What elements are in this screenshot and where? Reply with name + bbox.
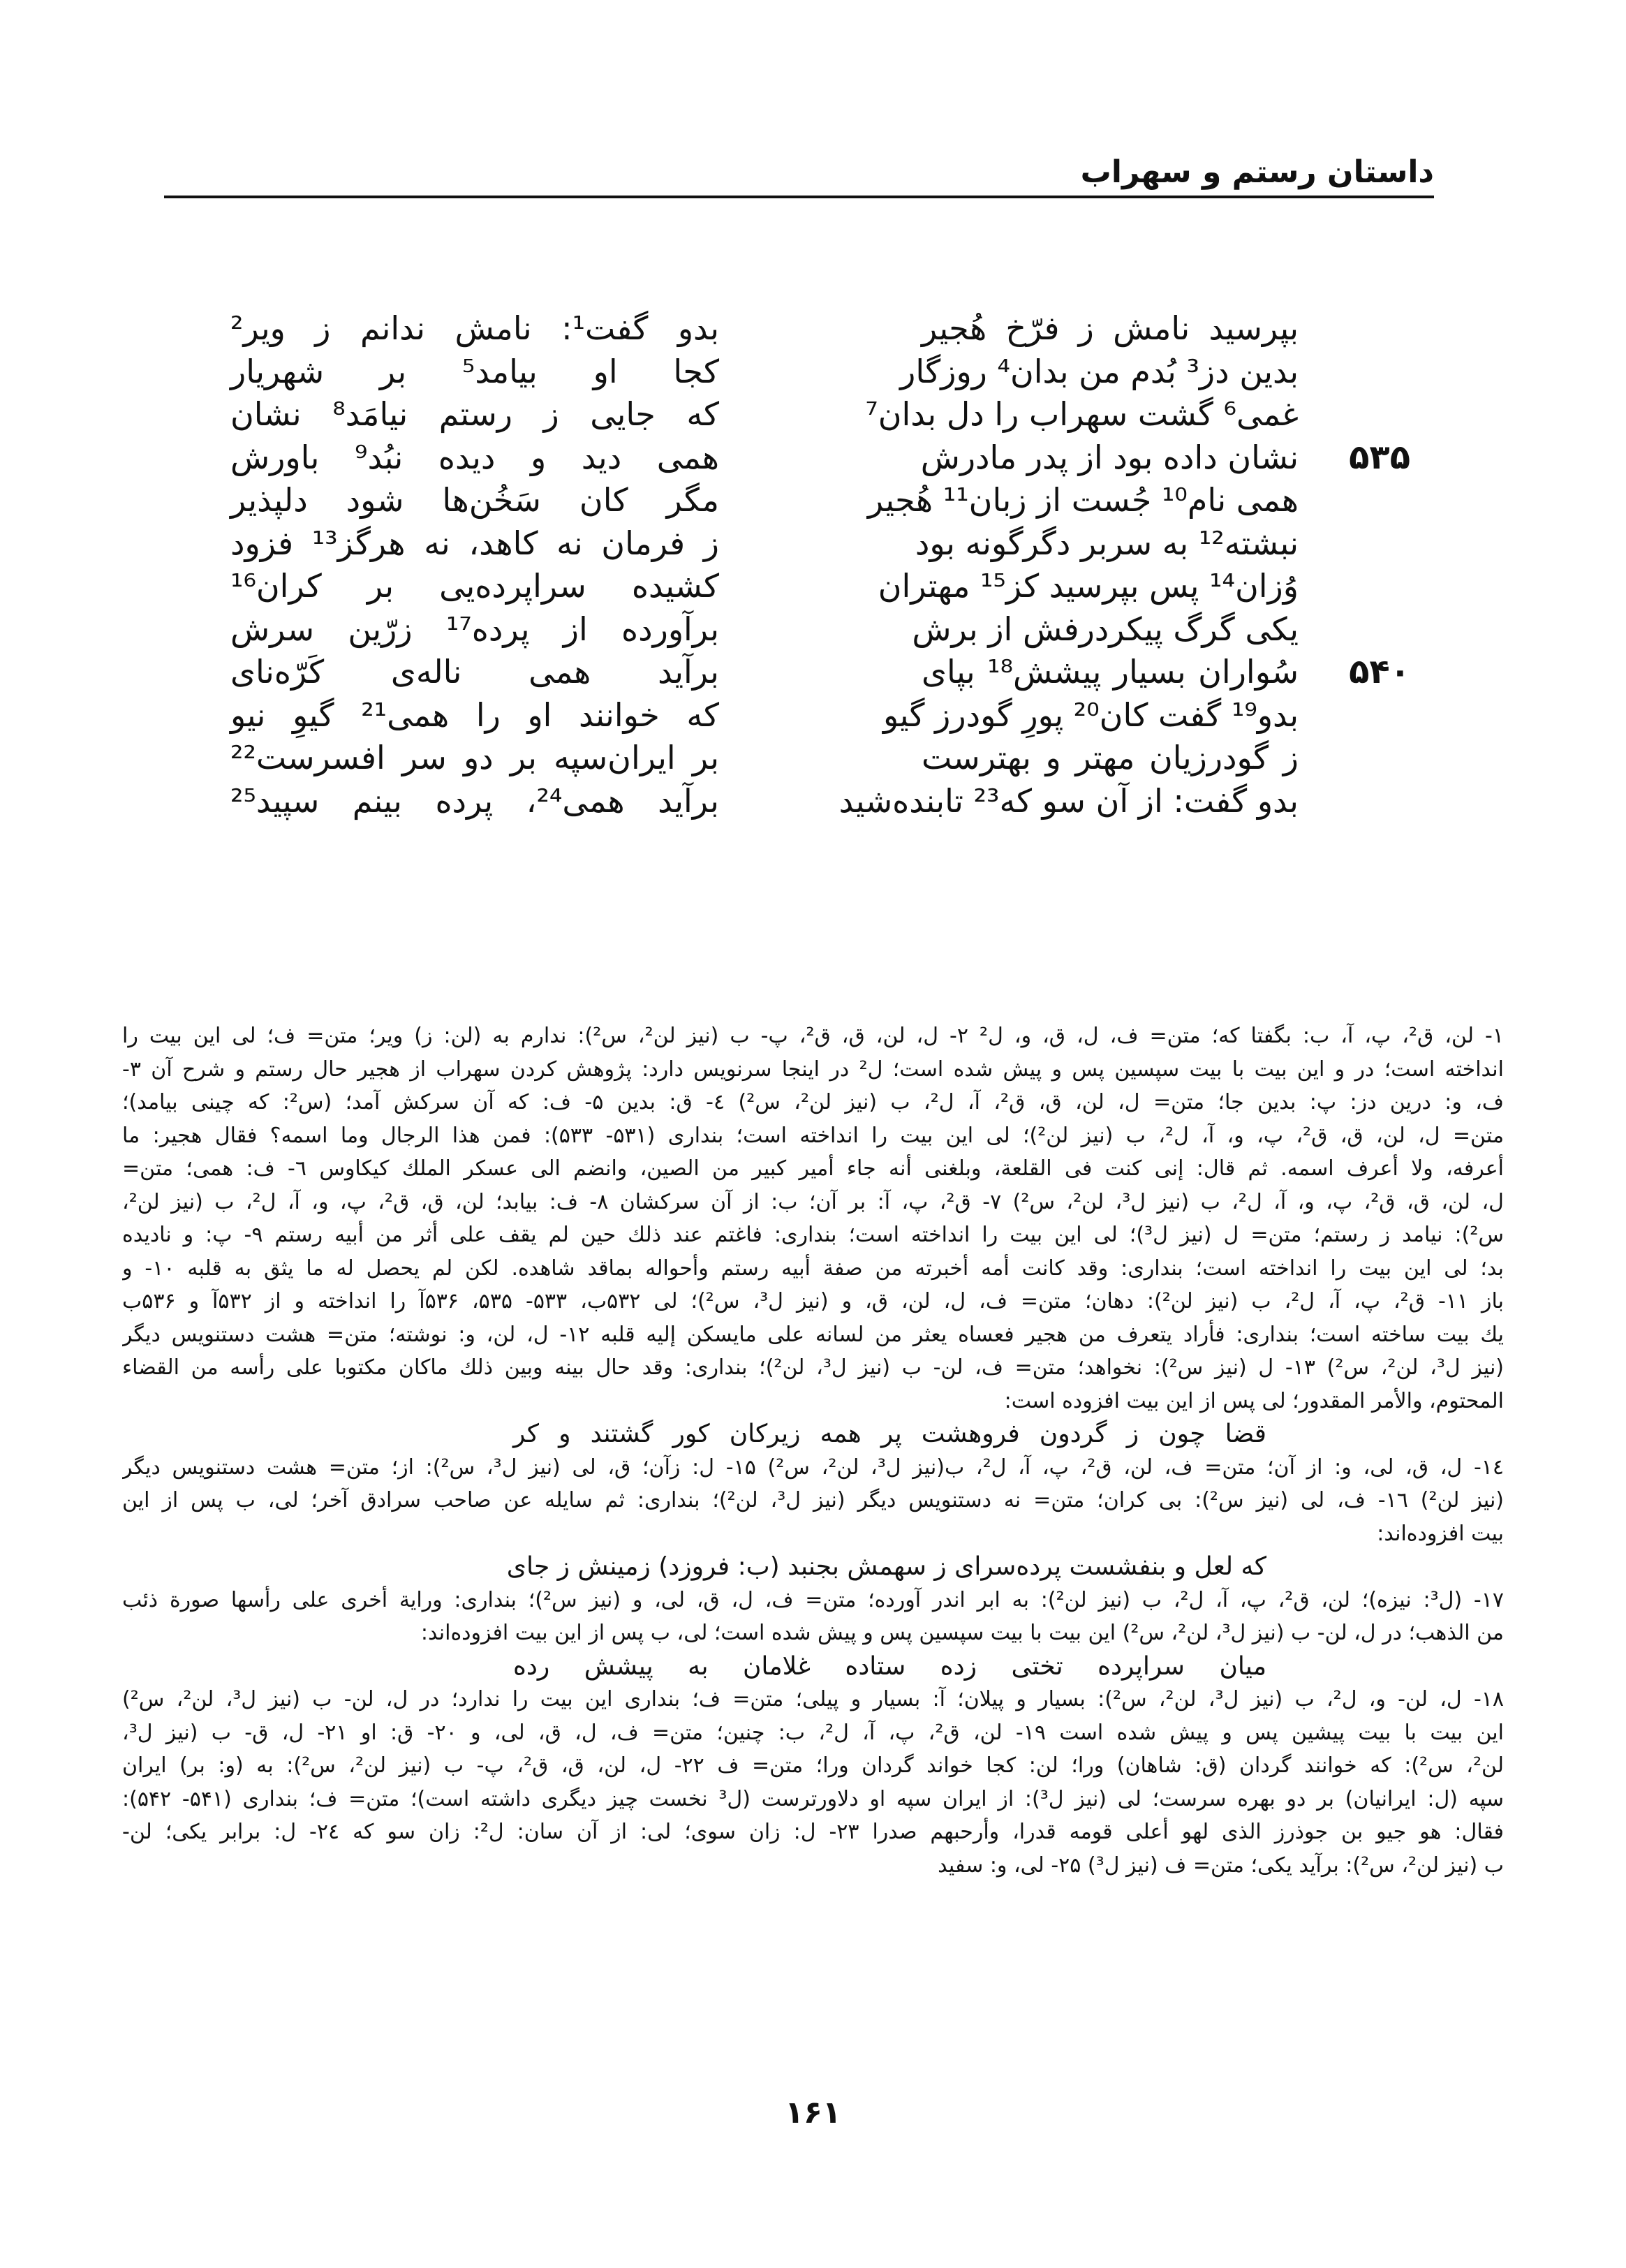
footnote-line: بیت افزوده‌اند: <box>1377 1521 1504 1546</box>
verse-line <box>883 694 1410 737</box>
verse-line: برآورده از پرده¹⁷ زرّین سرش <box>230 610 719 648</box>
footnote-line: ۱- لن، ق²، پ، آ، ب: بگفتا که؛ متن= ف، ل، ق، و، ل² ۲- ل، لن، ق، ق²، پ- ب (نیز لن²، س²): ندارم به (لن: ز) ویر؛ متن= ف؛ لی این بیت را <box>122 1024 1504 1048</box>
header-title: داستان رستم و سهراب <box>1080 154 1434 190</box>
footnote-line: ۱٤- ل، ق، لی، و: از آن؛ متن= ف، لن، ق²، پ، آ، ل²، ب(نیز ل³، لن²، س²) ۱۵- ل: زآن؛ ق، لی (نیز ل³، س²): از؛ متن= هشت دستنویس دیگر <box>122 1455 1504 1480</box>
verse-line: که جایی ز رستم نیامَد⁸ نشان <box>230 395 719 433</box>
footnote-line: متن= ل، لن، ق، ق²، پ، و، آ، ل²، ب (نیز لن²)؛ لی این بیت را انداخته است؛ بنداری (۵۳۱- ۵۳۳): فمن هذا الرجال وما اسمه؟ فقال هجیر: ما <box>122 1123 1504 1148</box>
verse-number: ۵۴۰ <box>1349 652 1410 691</box>
footnote-line: المحتوم، والأمر المقدور؛ لی پس از این بیت افزوده است: <box>1004 1388 1504 1413</box>
verse-line: مگر کان سَخُن‌ها شود دلپذیر <box>230 481 719 519</box>
footnote-verse: میان سراپرده تختی زده ستاده غلامان به پیشش رده <box>513 1651 1266 1681</box>
verse-line: برآید همی ناله‌ی کَرّه‌نای <box>230 653 719 691</box>
verse-line <box>878 565 1410 608</box>
footnote-line: ف، و: درین دز: پ: بدین جا؛ متن= ل، لن، ق، ق²، آ، ل²، ب (نیز لن²، س²) ٤- ق: بدین ۵- ف: که آن سرکش آمد؛ (س²: که چینی بیامد)؛ <box>122 1090 1504 1114</box>
footnote-line: ۱۷- (ل³: نیزه)؛ لن، ق²، پ، آ، ل²، ب (نیز لن²): به ابر اندر آورده؛ متن= ف، ل، ق، لی، و (نیز س²)؛ بنداری: وراية أخرى علی رأسها صورة ذئب <box>122 1587 1504 1612</box>
verse-line <box>922 436 1410 480</box>
footnote-line: (نیز ل³، لن²، س²) ۱۳- ل (نیز س²): نخواهد؛ متن= ف، لن- ب (نیز ل³، لن²)؛ بنداری: وقد حال بینه وبین ذلك ماکان مکتوبا علی رأسه من القضاء <box>122 1355 1504 1380</box>
verse-line <box>838 780 1410 823</box>
verse-line: بر ایران‌سپه بر دو سر افسرست²² <box>230 739 719 776</box>
verse-line <box>865 393 1410 436</box>
verse-line <box>867 479 1410 522</box>
footnote-line: س²): نیامد ز رستم؛ متن= ل (نیز ل³)؛ لی این بیت را انداخته است؛ بنداری: فاغتم عند ذلك حین لم یقف علی أثر من أبیه رستم ۹- پ: و نادیده <box>122 1223 1504 1247</box>
verse-column-left <box>230 307 719 823</box>
footnote-verse: قضا چون ز گردون فروهشت پر همه زیرکان کور گشتند و کر <box>513 1420 1266 1448</box>
verse-text: بدین دز³ بُدم من بدان⁴ روزگار <box>900 352 1299 390</box>
verse-text: بدو گفت: از آن سو که²³ تابنده‌شید <box>838 781 1299 820</box>
verse-line: کجا او بیامد⁵ بر شهریار <box>230 352 719 390</box>
page-number: ۱۶۱ <box>785 2095 841 2130</box>
verse-line <box>912 608 1410 651</box>
footnote-line: ل، لن، ق، ق²، پ، و، آ، ل²، ب (نیز ل³، لن²، س²) ۷- ق²، پ، آ: بر آن؛ ب: از آن سرکشان ۸- ف: بیابد؛ لن، ق، ق²، پ، و، آ، ل²، ب (نیز لن²، <box>122 1189 1504 1214</box>
verse-text: نبشته¹² به سربر دگرگونه بود <box>915 524 1299 562</box>
verse-line: همی دید و دیده نبُد⁹ باورش <box>230 438 719 476</box>
verse-line: ز فرمان نه کاهد، نه هرگز¹³ فزود <box>230 524 719 562</box>
footnote-line: فقال: هو جیو بن جوذرز الذی لهو أعلی قومه قدرا، وأرحبهم صدرا ۲۳- ل: زان سوی؛ لی: از آن سان: ل²: زان سو که ۲٤- ل: برابر یکی؛ لن- <box>122 1820 1504 1844</box>
verse-text: یکی گرگ پیکردرفش از برش <box>912 610 1299 648</box>
verse-text: بپرسید نامش ز فرّخ هُجیر <box>922 309 1299 347</box>
footnote-verse: که لعل و بنفشست پرده‌سرای ز سهمش بجنبد (ب: فروزد) زمینش ز جای <box>506 1552 1266 1581</box>
verse-line <box>922 737 1410 780</box>
verse-text: سُواران بسیار پیشش¹⁸ بپای <box>922 653 1299 691</box>
verse-text: همی نام¹⁰ جُست از زبان¹¹ هُجیر <box>867 481 1299 519</box>
footnote-line: این بیت با بیت پیشین پس و پیش شده است ۱۹- لن، ق²، پ، آ، ل²، ب: چنین؛ متن= ف، ل، ق، لی، و ۲۰- ق: او ۲۱- ل، ق- ب (نیز ل³، <box>122 1720 1504 1745</box>
verse-line <box>915 522 1410 566</box>
verse-text: ز گودرزیان مهتر و بهترست <box>922 739 1299 776</box>
footnote-line: أعرفه، ولا أعرف اسمه. ثم قال: إنی کنت فی القلعة، وبلغنی أنه جاء أمیر کبیر من الصین، وانضم الی عسکر الملك کیکاوس ٦- ف: همی؛ متن= <box>122 1156 1504 1181</box>
footnote-line: من الذهب؛ در ل، لن- ب (نیز ل³، لن²، س²) این بیت با بیت سپسین پس و پیش شده است؛ لی، ب پس از این بیت افزوده‌اند: <box>420 1621 1504 1645</box>
verse-line <box>922 307 1410 351</box>
verse-column-right <box>838 307 1410 823</box>
verse-line <box>922 651 1410 694</box>
footnotes <box>122 1019 1504 1882</box>
verse-number: ۵۳۵ <box>1349 437 1410 477</box>
verse-text: غمی⁶ گشت سهراب را دل بدان⁷ <box>865 395 1299 433</box>
running-header <box>164 140 1434 198</box>
verse-text: وُزان¹⁴ پس بپرسید کز¹⁵ مهتران <box>878 567 1299 605</box>
footnote-line: ب (نیز لن²، س²): برآید یکی؛ متن= ف (نیز ل³) ۲۵- لی، و: سفید <box>938 1853 1504 1878</box>
footnote-line: ۱۸- ل، لن- و، ل²، ب (نیز ل³، لن²، س²): بسیار و پیلان؛ آ: بسیار و پیلی؛ متن= ف؛ بنداری این بیت را ندارد؛ در ل، لن- ب (نیز ل³، لن²، س²) <box>122 1687 1504 1711</box>
footnote-line: (نیز لن²) ۱٦- ف، لی (نیز س²): بی کران؛ متن= نه دستنویس دیگر (نیز ل³، لن²)؛ بنداری: ثم سایله عن صاحب سرادق آخر؛ لی، ب پس از این <box>122 1488 1504 1512</box>
footnote-line: انداخته است؛ در و این بیت با بیت سپسین پس و پیش شده است؛ ل² در اینجا سرنویس دارد: پژوهش کردن سهراب از هجیر حال رستم و شرح آن ۳- <box>122 1056 1504 1082</box>
footnote-line: یك بیت ساخته است؛ بنداری: فأراد یتعرف من هجیر فعساه یعثر من لسانه علی مایسکن إلیه قلبه ۱۲- ل، لن، و: نوشته؛ متن= هشت دستنویس دیگر <box>122 1322 1504 1347</box>
verse-line: بدو گفت¹: نامش ندانم ز ویر² <box>230 309 719 347</box>
footnote-line: سپه (ل: ایرانیان) بر دو بهره سرست؛ لی (نیز ل³): از ایران سپه او دلاورترست (ل³ نخست چیز دیگری داشته است)؛ متن= ف؛ بنداری (۵۴۱- ۵۴۲): <box>122 1786 1504 1811</box>
verse-block <box>230 307 1410 957</box>
footnote-line: لن²، س²): که خوانند گردان (ق: شاهان) ورا؛ لن: کجا خواند گردان ورا؛ متن= ف ۲۲- ل، لن، ق، ق²، پ- ب (نیز لن²، س²): به (و: بر) ایران <box>122 1753 1504 1778</box>
verse-text: نشان داده بود از پدر مادرش <box>920 438 1299 476</box>
footnote-line: باز ۱۱- ق²، پ، آ، ل²، ب (نیز لن²): دهان؛ متن= ف، ل، لن، ق، و (نیز ل³، س²)؛ لی ۵۳۲ب، ۵۳۳- ۵۳۵، ۵۳۶آ را انداخته و از ۵۳۲آ و ۵۳۶ب <box>122 1289 1504 1313</box>
verse-line <box>900 351 1410 394</box>
verse-line: برآید همی²⁴، پرده بینم سپید²⁵ <box>230 781 719 820</box>
footnote-line: بد؛ لی این بیت را انداخته است؛ بنداری: وقد کانت أمه أخبرته من صفة أبیه رستم وأحواله بماقد شاهده. لکن لم یحصل له ما یثق به قلبه ۱۰- و <box>122 1256 1504 1281</box>
verse-text: بدو¹⁹ گفت کان²⁰ پورِ گودرز گیو <box>883 695 1299 734</box>
verse-line: که خوانند او را همی²¹ گیوِ نیو <box>230 695 719 734</box>
verse-line: کشیده سراپرده‌یی بر کران¹⁶ <box>230 567 719 605</box>
